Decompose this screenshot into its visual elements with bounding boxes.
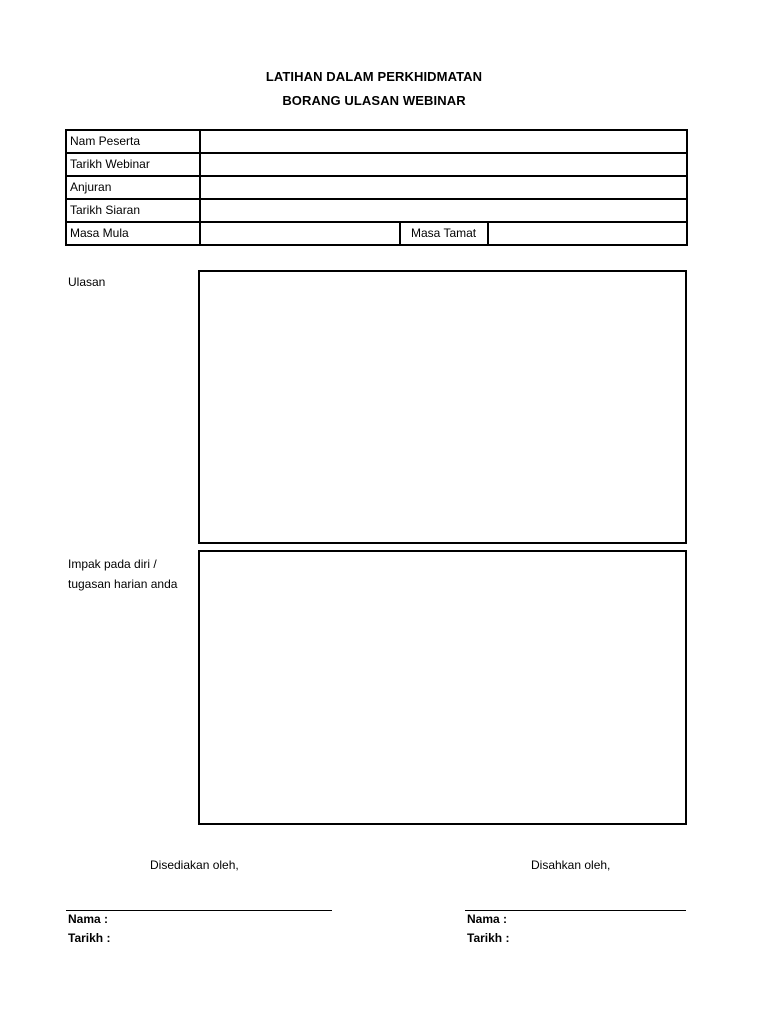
table-row [66, 130, 687, 153]
broadcast-date-label: Tarikh Siaran [66, 199, 200, 222]
end-time-label: Masa Tamat [400, 222, 488, 245]
review-textbox[interactable] [198, 270, 687, 544]
review-label: Ulasan [68, 275, 106, 289]
organizer-field[interactable] [200, 176, 687, 199]
start-time-field[interactable] [200, 222, 400, 245]
prepared-by-date-label: Tarikh : [68, 931, 111, 945]
table-row [66, 153, 687, 176]
broadcast-date-field[interactable] [200, 199, 687, 222]
webinar-date-label: Tarikh Webinar [66, 153, 200, 176]
webinar-date-field[interactable] [200, 153, 687, 176]
impact-label-line1: Impak pada diri / [68, 557, 157, 571]
approved-by-signature-line[interactable] [465, 910, 686, 911]
approved-by-heading: Disahkan oleh, [531, 858, 611, 872]
prepared-by-signature-line[interactable] [66, 910, 332, 911]
table-row [66, 222, 687, 245]
form-title: LATIHAN DALAM PERKHIDMATAN [265, 69, 483, 84]
prepared-by-name-label: Nama : [68, 912, 109, 926]
impact-label-line2: tugasan harian anda [68, 577, 178, 591]
participant-name-label: Nam Peserta [66, 130, 200, 153]
start-time-label: Masa Mula [66, 222, 200, 245]
impact-textbox[interactable] [198, 550, 687, 825]
table-row [66, 176, 687, 199]
approved-by-name-label: Nama : [467, 912, 508, 926]
prepared-by-heading: Disediakan oleh, [150, 858, 239, 872]
organizer-label: Anjuran [66, 176, 200, 199]
participant-name-field[interactable] [200, 130, 687, 153]
end-time-field[interactable] [488, 222, 687, 245]
form-subtitle: BORANG ULASAN WEBINAR [282, 93, 466, 108]
table-row [66, 199, 687, 222]
approved-by-date-label: Tarikh : [467, 931, 510, 945]
participant-info-table [65, 129, 688, 246]
impact-label [68, 554, 177, 594]
